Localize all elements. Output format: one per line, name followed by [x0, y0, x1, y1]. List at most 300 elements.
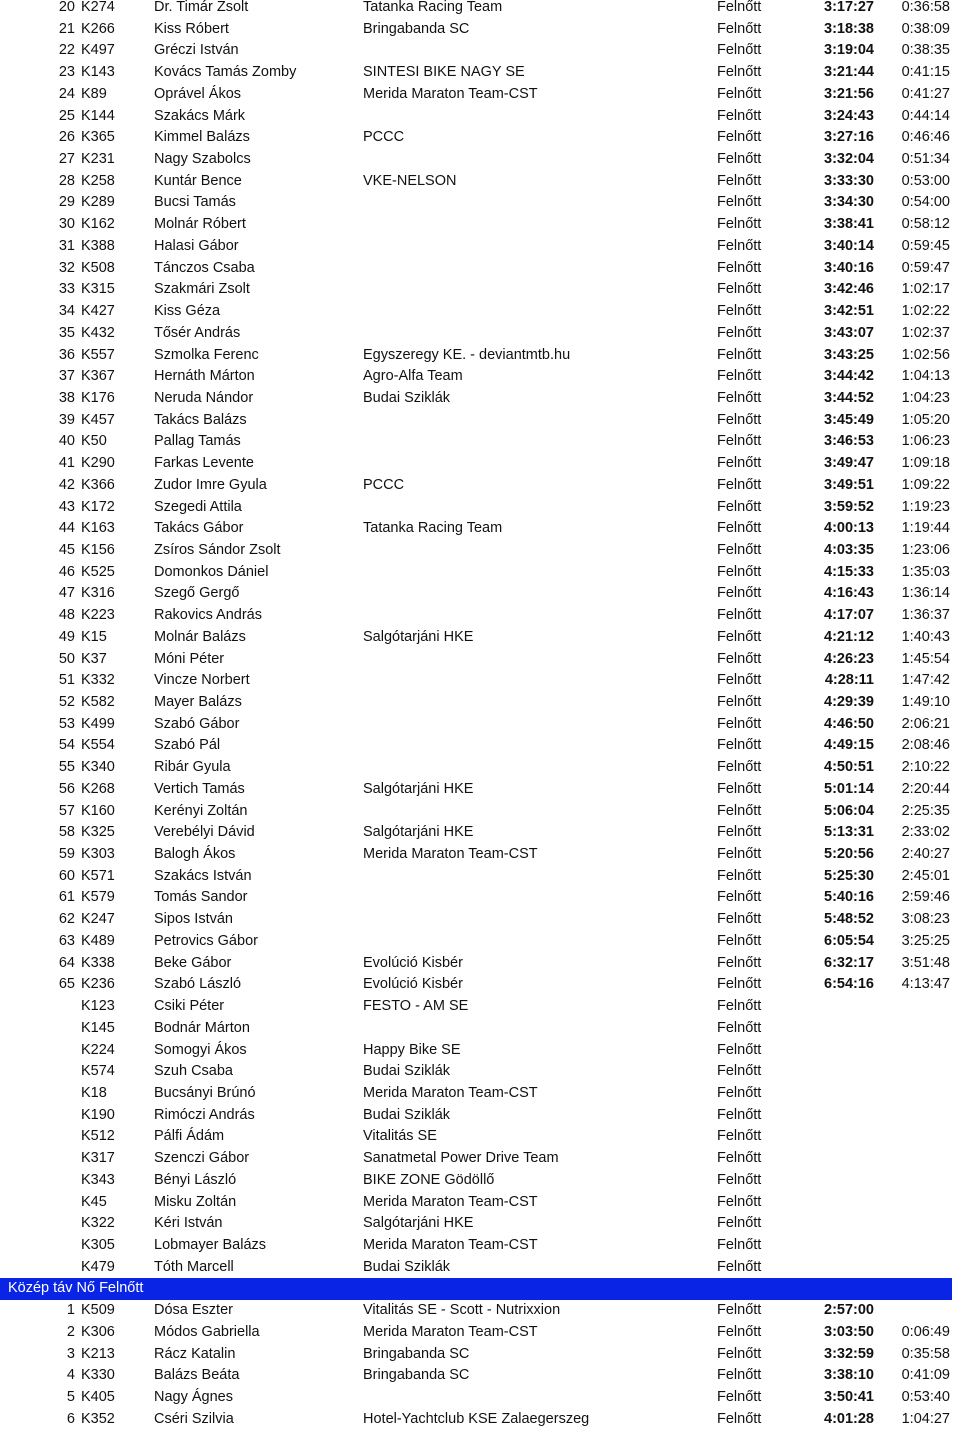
category-cell: Felnőtt: [717, 324, 762, 341]
table-row: [0, 844, 960, 866]
time-cell: 5:48:52: [824, 911, 874, 928]
rank-cell: 43: [58, 498, 75, 515]
time-cell: 3:49:51: [824, 476, 874, 493]
category-cell: Felnőtt: [717, 932, 762, 949]
name-cell: Szabó Gábor: [154, 715, 240, 732]
time-cell: 4:16:43: [824, 585, 874, 602]
time-cell: 4:21:12: [824, 628, 874, 645]
team-cell: Evolúció Kisbér: [363, 976, 463, 993]
gap-cell: 0:53:00: [901, 172, 950, 189]
bib-cell: K50: [81, 433, 107, 450]
gap-cell: 0:53:40: [901, 1389, 950, 1405]
team-cell: Agro-Alfa Team: [363, 368, 463, 385]
category-cell: Felnőtt: [717, 737, 762, 754]
gap-cell: 2:25:35: [901, 802, 950, 819]
bib-cell: K306: [81, 1323, 115, 1340]
category-cell: Felnőtt: [717, 1236, 762, 1253]
category-cell: Felnőtt: [717, 1215, 762, 1232]
team-cell: Merida Maraton Team-CST: [363, 1323, 538, 1340]
rank-cell: 64: [58, 954, 75, 971]
table-row: [0, 301, 960, 323]
bib-cell: K144: [81, 107, 115, 124]
team-cell: Salgótarjáni HKE: [363, 824, 474, 841]
name-cell: Tóth Marcell: [154, 1258, 234, 1275]
bib-cell: K160: [81, 802, 115, 819]
rank-cell: 38: [58, 389, 75, 406]
team-cell: Merida Maraton Team-CST: [363, 1193, 538, 1210]
time-cell: 3:43:07: [824, 324, 874, 341]
gap-cell: 1:45:54: [901, 650, 950, 667]
name-cell: Rakovics András: [154, 607, 262, 624]
name-cell: Kovács Tamás Zomby: [154, 64, 297, 81]
table-row: [0, 236, 960, 258]
rank-cell: 21: [58, 20, 75, 37]
time-cell: 3:42:46: [824, 281, 874, 298]
table-row: [0, 475, 960, 497]
name-cell: Szegedi Attila: [154, 498, 242, 515]
name-cell: Beke Gábor: [154, 954, 232, 971]
team-cell: Merida Maraton Team-CST: [363, 1236, 538, 1253]
gap-cell: 2:10:22: [901, 759, 950, 776]
time-cell: 4:03:35: [824, 541, 874, 558]
table-row: [0, 692, 960, 714]
time-cell: 3:24:43: [824, 107, 874, 124]
bib-cell: K274: [81, 0, 115, 15]
table-row: [0, 431, 960, 453]
name-cell: Rimóczi András: [154, 1106, 255, 1123]
time-cell: 4:46:50: [824, 715, 874, 732]
gap-cell: 1:09:18: [901, 455, 950, 472]
gap-cell: 1:19:23: [901, 498, 950, 515]
gap-cell: 0:54:00: [901, 194, 950, 211]
rank-cell: 40: [58, 433, 75, 450]
category-cell: Felnőtt: [717, 237, 762, 254]
bib-cell: K330: [81, 1367, 115, 1384]
table-row: [0, 0, 960, 19]
team-cell: Evolúció Kisbér: [363, 954, 463, 971]
bib-cell: K340: [81, 759, 115, 776]
table-row: [0, 757, 960, 779]
gap-cell: 1:04:27: [901, 1410, 950, 1427]
bib-cell: K427: [81, 303, 115, 320]
time-cell: 3:17:27: [824, 0, 874, 15]
rank-cell: 35: [58, 324, 75, 341]
table-row: [0, 1105, 960, 1127]
rank-cell: 63: [58, 932, 75, 949]
table-row: [0, 822, 960, 844]
team-cell: PCCC: [363, 129, 405, 146]
name-cell: Kimmel Balázs: [154, 129, 250, 146]
rank-cell: 29: [58, 194, 75, 211]
name-cell: Szakács István: [154, 867, 252, 884]
rank-cell: 2: [66, 1323, 75, 1340]
category-cell: Felnőtt: [717, 541, 762, 558]
rank-cell: 48: [58, 607, 75, 624]
bib-cell: K332: [81, 672, 115, 689]
time-cell: 3:50:41: [824, 1389, 874, 1405]
category-cell: Felnőtt: [717, 281, 762, 298]
gap-cell: 1:09:22: [901, 476, 950, 493]
category-cell: Felnőtt: [717, 85, 762, 102]
name-cell: Cséri Szilvia: [154, 1410, 234, 1427]
gap-cell: 3:51:48: [901, 954, 950, 971]
table-row: [0, 518, 960, 540]
table-row: [0, 931, 960, 953]
name-cell: Bodnár Márton: [154, 1019, 250, 1036]
name-cell: Sipos István: [154, 911, 233, 928]
category-cell: Felnőtt: [717, 107, 762, 124]
bib-cell: K162: [81, 216, 115, 233]
table-row: [0, 1387, 960, 1409]
category-cell: Felnőtt: [717, 694, 762, 710]
time-cell: 5:25:30: [824, 867, 874, 884]
rank-cell: 34: [58, 303, 75, 320]
name-cell: Petrovics Gábor: [154, 932, 258, 949]
rank-cell: 61: [58, 889, 75, 906]
rank-cell: 53: [58, 715, 75, 732]
bib-cell: K15: [81, 628, 107, 645]
category-cell: Felnőtt: [717, 1019, 762, 1036]
bib-cell: K367: [81, 368, 115, 385]
bib-cell: K316: [81, 585, 115, 602]
time-cell: 4:29:39: [824, 694, 874, 710]
name-cell: Tősér András: [154, 324, 241, 341]
bib-cell: K18: [81, 1084, 107, 1101]
bib-cell: K89: [81, 85, 107, 102]
bib-cell: K479: [81, 1258, 115, 1275]
category-cell: Felnőtt: [717, 846, 762, 863]
category-cell: Felnőtt: [717, 1323, 762, 1340]
category-cell: Felnőtt: [717, 976, 762, 993]
rank-cell: 65: [58, 976, 75, 993]
bib-cell: K231: [81, 151, 115, 168]
category-cell: Felnőtt: [717, 346, 762, 363]
bib-cell: K343: [81, 1171, 115, 1188]
table-row: [0, 1192, 960, 1214]
bib-cell: K432: [81, 324, 115, 341]
time-cell: 5:20:56: [824, 846, 874, 863]
category-cell: Felnőtt: [717, 889, 762, 906]
bib-cell: K405: [81, 1389, 115, 1405]
rank-cell: 28: [58, 172, 75, 189]
table-row: [0, 735, 960, 757]
name-cell: Csiki Péter: [154, 998, 225, 1015]
time-cell: 4:00:13: [824, 520, 874, 537]
table-row: [0, 1365, 960, 1387]
table-row: [0, 149, 960, 171]
table-row: [0, 562, 960, 584]
category-cell: Felnőtt: [717, 1258, 762, 1275]
rank-cell: 55: [58, 759, 75, 776]
time-cell: 6:32:17: [824, 954, 874, 971]
rank-cell: 60: [58, 867, 75, 884]
team-cell: Salgótarjáni HKE: [363, 1215, 474, 1232]
name-cell: Nagy Ágnes: [154, 1389, 233, 1405]
bib-cell: K508: [81, 259, 115, 276]
name-cell: Tánczos Csaba: [154, 259, 255, 276]
rank-cell: 56: [58, 780, 75, 797]
name-cell: Oprável Ákos: [154, 85, 242, 102]
table-row: [0, 323, 960, 345]
table-row: [0, 887, 960, 909]
table-row: [0, 171, 960, 193]
bib-cell: K145: [81, 1019, 115, 1036]
gap-cell: 2:59:46: [901, 889, 950, 906]
name-cell: Szabó Pál: [154, 737, 221, 754]
time-cell: 3:38:41: [824, 216, 874, 233]
table-row: [0, 583, 960, 605]
bib-cell: K190: [81, 1106, 115, 1123]
category-cell: Felnőtt: [717, 0, 762, 15]
rank-cell: 5: [66, 1389, 75, 1405]
time-cell: 6:54:16: [824, 976, 874, 993]
table-row: [0, 1126, 960, 1148]
gap-cell: 0:41:27: [901, 85, 950, 102]
name-cell: Szabó László: [154, 976, 242, 993]
bib-cell: K512: [81, 1128, 115, 1145]
rank-cell: 49: [58, 628, 75, 645]
time-cell: 3:40:16: [824, 259, 874, 276]
bib-cell: K366: [81, 476, 115, 493]
table-row: [0, 1409, 960, 1431]
team-cell: Vitalitás SE: [363, 1128, 437, 1145]
rank-cell: 47: [58, 585, 75, 602]
category-cell: Felnőtt: [717, 780, 762, 797]
table-row: [0, 1322, 960, 1344]
team-cell: VKE-NELSON: [363, 172, 457, 189]
team-cell: Egyszeregy KE. - deviantmtb.hu: [363, 346, 571, 363]
team-cell: Budai Sziklák: [363, 1063, 451, 1080]
team-cell: FESTO - AM SE: [363, 998, 469, 1015]
category-cell: Felnőtt: [717, 1193, 762, 1210]
name-cell: Kéri István: [154, 1215, 223, 1232]
time-cell: 3:34:30: [824, 194, 874, 211]
rank-cell: 25: [58, 107, 75, 124]
team-cell: Bringabanda SC: [363, 1345, 470, 1362]
time-cell: 3:59:52: [824, 498, 874, 515]
gap-cell: 0:38:09: [901, 20, 950, 37]
time-cell: 4:26:23: [824, 650, 874, 667]
name-cell: Neruda Nándor: [154, 389, 254, 406]
team-cell: Salgótarjáni HKE: [363, 628, 474, 645]
category-cell: Felnőtt: [717, 194, 762, 211]
team-cell: Tatanka Racing Team: [363, 0, 503, 15]
category-cell: Felnőtt: [717, 998, 762, 1015]
name-cell: Móni Péter: [154, 650, 225, 667]
category-cell: Felnőtt: [717, 1410, 762, 1427]
gap-cell: 1:36:14: [901, 585, 950, 602]
category-cell: Felnőtt: [717, 867, 762, 884]
rank-cell: 37: [58, 368, 75, 385]
name-cell: Bucsányi Brúnó: [154, 1084, 256, 1101]
name-cell: Pálfi Ádám: [154, 1128, 225, 1145]
name-cell: Rácz Katalin: [154, 1345, 236, 1362]
name-cell: Balázs Beáta: [154, 1367, 240, 1384]
time-cell: 3:40:14: [824, 237, 874, 254]
category-cell: Felnőtt: [717, 563, 762, 580]
gap-cell: 1:35:03: [901, 563, 950, 580]
time-cell: 3:46:53: [824, 433, 874, 450]
table-row: [0, 453, 960, 475]
table-row: [0, 279, 960, 301]
bib-cell: K37: [81, 650, 107, 667]
rank-cell: 22: [58, 42, 75, 59]
gap-cell: 0:06:49: [901, 1323, 950, 1340]
gap-cell: 0:44:14: [901, 107, 950, 124]
table-row: [0, 192, 960, 214]
time-cell: 4:01:28: [824, 1410, 874, 1427]
category-cell: Felnőtt: [717, 585, 762, 602]
team-cell: Sanatmetal Power Drive Team: [363, 1150, 559, 1167]
rank-cell: 27: [58, 151, 75, 168]
category-cell: Felnőtt: [717, 151, 762, 168]
table-row: [0, 366, 960, 388]
team-cell: Budai Sziklák: [363, 1106, 451, 1123]
name-cell: Tomás Sandor: [154, 889, 248, 906]
category-cell: Felnőtt: [717, 498, 762, 515]
bib-cell: K224: [81, 1041, 115, 1058]
rank-cell: 36: [58, 346, 75, 363]
table-row: [0, 388, 960, 410]
rank-cell: 4: [66, 1367, 75, 1384]
rank-cell: 59: [58, 846, 75, 863]
category-cell: Felnőtt: [717, 172, 762, 189]
category-cell: Felnőtt: [717, 520, 762, 537]
team-cell: Budai Sziklák: [363, 389, 451, 406]
time-cell: 3:44:42: [824, 368, 874, 385]
time-cell: 6:05:54: [824, 932, 874, 949]
rank-cell: 3: [66, 1345, 75, 1362]
rank-cell: 30: [58, 216, 75, 233]
table-row: [0, 779, 960, 801]
table-row: [0, 714, 960, 736]
table-row: [0, 670, 960, 692]
results-women-felnott: [0, 1300, 960, 1430]
bib-cell: K582: [81, 694, 115, 710]
time-cell: 3:43:25: [824, 346, 874, 363]
category-cell: Felnőtt: [717, 1389, 762, 1405]
bib-cell: K163: [81, 520, 115, 537]
name-cell: Ribár Gyula: [154, 759, 231, 776]
name-cell: Bényi László: [154, 1171, 237, 1188]
name-cell: Szakács Márk: [154, 107, 246, 124]
team-cell: Happy Bike SE: [363, 1041, 461, 1058]
table-row: [0, 84, 960, 106]
table-row: [0, 974, 960, 996]
rank-cell: 1: [66, 1302, 75, 1319]
name-cell: Halasi Gábor: [154, 237, 239, 254]
gap-cell: 0:41:15: [901, 64, 950, 81]
bib-cell: K289: [81, 194, 115, 211]
rank-cell: 51: [58, 672, 75, 689]
rank-cell: 54: [58, 737, 75, 754]
gap-cell: 2:08:46: [901, 737, 950, 754]
name-cell: Kerényi Zoltán: [154, 802, 248, 819]
section-title: Közép táv Nő Felnőtt: [8, 1280, 144, 1297]
category-cell: Felnőtt: [717, 1150, 762, 1167]
name-cell: Módos Gabriella: [154, 1323, 260, 1340]
name-cell: Lobmayer Balázs: [154, 1236, 267, 1253]
time-cell: 4:28:11: [824, 672, 874, 689]
bib-cell: K557: [81, 346, 115, 363]
bib-cell: K554: [81, 737, 115, 754]
gap-cell: 2:45:01: [901, 867, 950, 884]
rank-cell: 50: [58, 650, 75, 667]
rank-cell: 23: [58, 64, 75, 81]
gap-cell: 1:02:56: [901, 346, 950, 363]
time-cell: 3:21:44: [824, 64, 874, 81]
bib-cell: K457: [81, 411, 115, 428]
category-cell: Felnőtt: [717, 20, 762, 37]
category-cell: Felnőtt: [717, 672, 762, 689]
category-cell: Felnőtt: [717, 389, 762, 406]
gap-cell: 0:59:47: [901, 259, 950, 276]
gap-cell: 0:36:58: [901, 0, 950, 15]
rank-cell: 41: [58, 455, 75, 472]
category-cell: Felnőtt: [717, 476, 762, 493]
bib-cell: K322: [81, 1215, 115, 1232]
gap-cell: 2:40:27: [901, 846, 950, 863]
category-cell: Felnőtt: [717, 650, 762, 667]
rank-cell: 39: [58, 411, 75, 428]
table-row: [0, 410, 960, 432]
team-cell: Merida Maraton Team-CST: [363, 85, 538, 102]
table-row: [0, 605, 960, 627]
bib-cell: K525: [81, 563, 115, 580]
rank-cell: 57: [58, 802, 75, 819]
category-cell: Felnőtt: [717, 455, 762, 472]
rank-cell: 32: [58, 259, 75, 276]
time-cell: 5:40:16: [824, 889, 874, 906]
bib-cell: K352: [81, 1410, 115, 1427]
table-row: [0, 127, 960, 149]
bib-cell: K247: [81, 911, 115, 928]
gap-cell: 1:47:42: [901, 672, 950, 689]
gap-cell: 1:02:22: [901, 303, 950, 320]
gap-cell: 1:04:13: [901, 368, 950, 385]
time-cell: 3:33:30: [824, 172, 874, 189]
rank-cell: 44: [58, 520, 75, 537]
table-row: [0, 953, 960, 975]
rank-cell: 6: [66, 1410, 75, 1427]
category-cell: Felnőtt: [717, 628, 762, 645]
category-cell: Felnőtt: [717, 216, 762, 233]
bib-cell: K497: [81, 42, 115, 59]
category-cell: Felnőtt: [717, 1041, 762, 1058]
name-cell: Kiss Róbert: [154, 20, 229, 37]
table-row: [0, 1018, 960, 1040]
category-cell: Felnőtt: [717, 303, 762, 320]
table-row: [0, 345, 960, 367]
name-cell: Vincze Norbert: [154, 672, 250, 689]
name-cell: Kuntár Bence: [154, 172, 242, 189]
rank-cell: 52: [58, 694, 75, 710]
table-row: [0, 1235, 960, 1257]
category-cell: Felnőtt: [717, 1084, 762, 1101]
time-cell: 3:49:47: [824, 455, 874, 472]
time-cell: 4:17:07: [824, 607, 874, 624]
name-cell: Szakmári Zsolt: [154, 281, 250, 298]
table-row: [0, 214, 960, 236]
time-cell: 3:19:04: [824, 42, 874, 59]
gap-cell: 1:36:37: [901, 607, 950, 624]
bib-cell: K290: [81, 455, 115, 472]
table-row: [0, 1213, 960, 1235]
time-cell: 3:38:10: [824, 1367, 874, 1384]
category-cell: Felnőtt: [717, 607, 762, 624]
team-cell: PCCC: [363, 476, 405, 493]
gap-cell: 0:46:46: [901, 129, 950, 146]
